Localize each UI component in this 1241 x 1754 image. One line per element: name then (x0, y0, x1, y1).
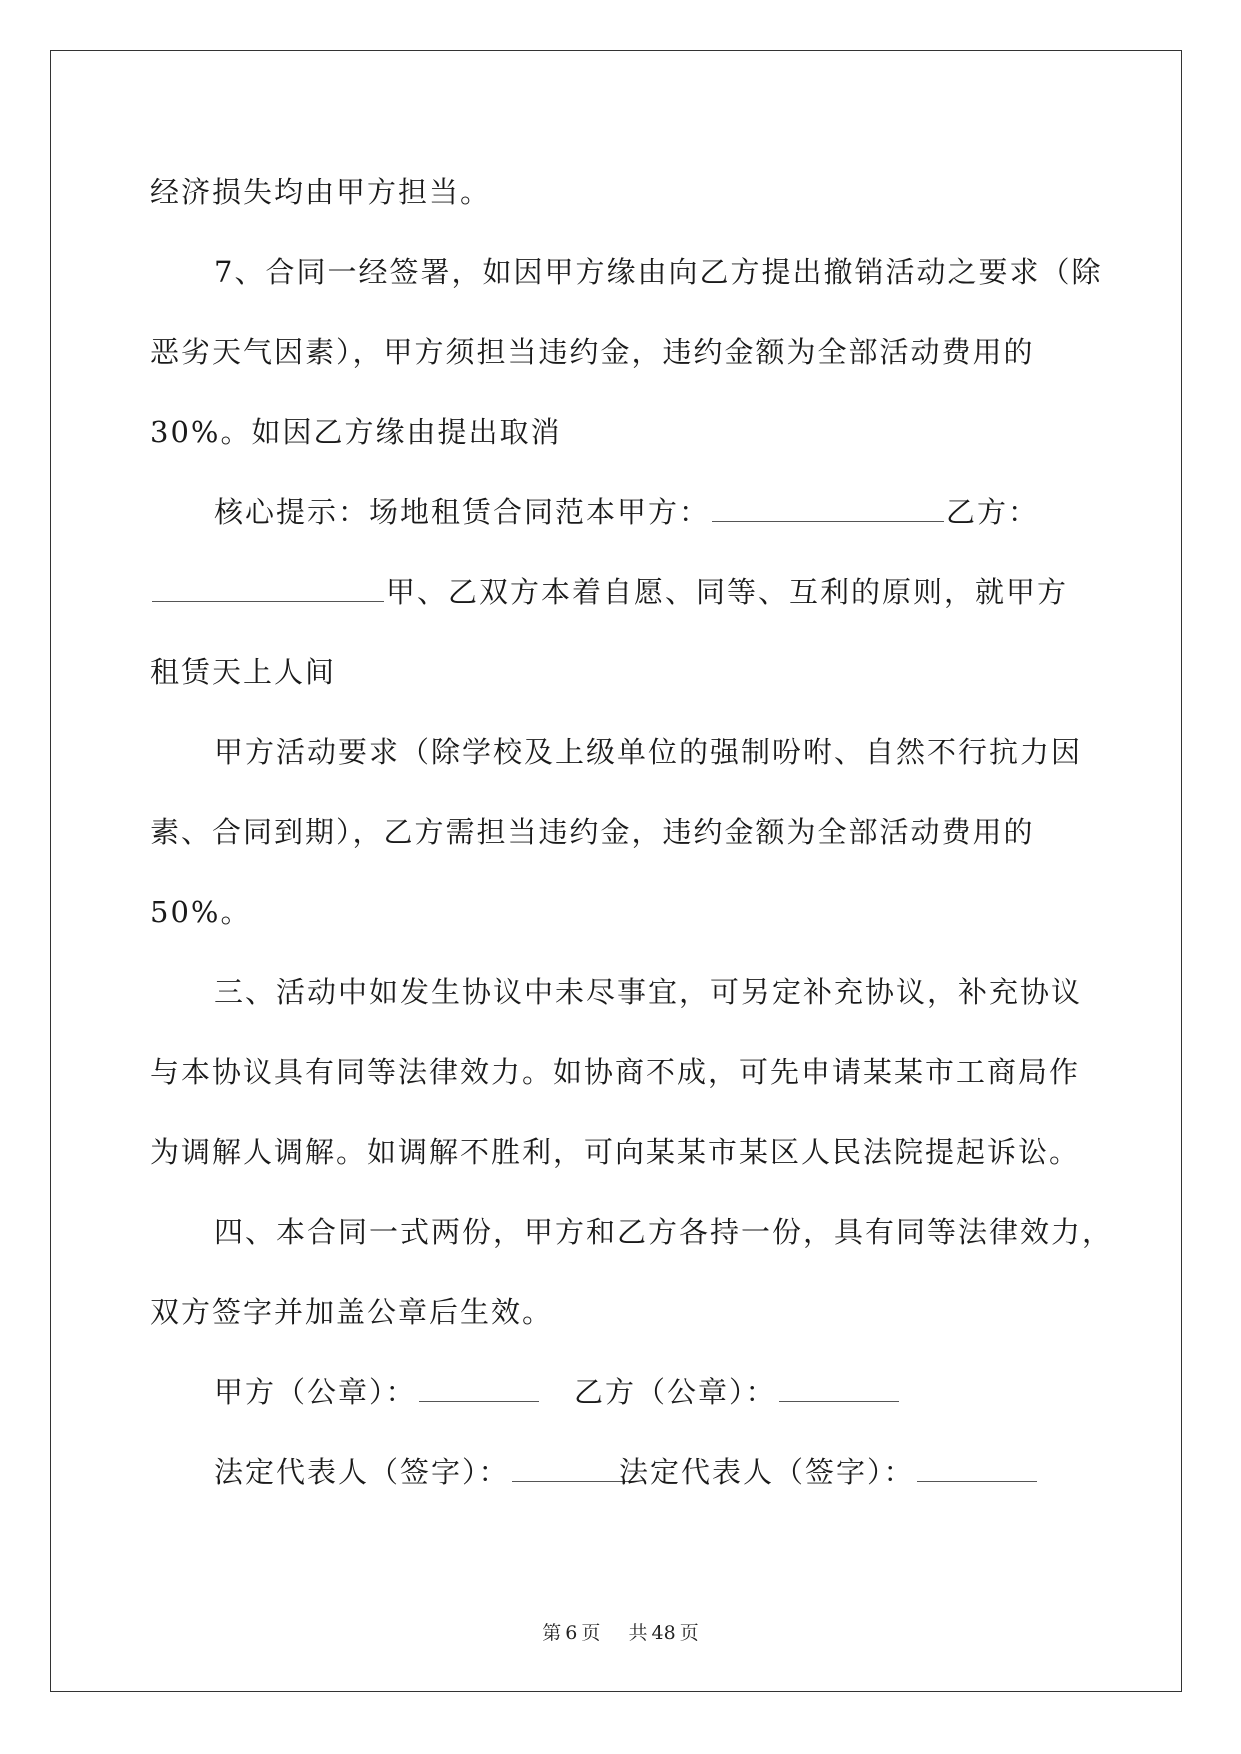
party-a-seal (214, 1352, 574, 1432)
paragraph-line: 经济损失均由甲方担当。 (150, 175, 492, 209)
paragraph-line: 恶劣天气因素），甲方须担当违约金，违约金额为全部活动费用的 (150, 335, 1035, 369)
party-b-seal (574, 1352, 901, 1432)
paragraph-line: 50%。 (150, 895, 252, 929)
paragraph-line: 与本协议具有同等法律效力。如协商不成，可先申请某某市工商局作 (150, 1055, 1081, 1089)
footer-page-number: 6 (565, 1622, 578, 1644)
paragraph-line: 素、合同到期），乙方需担当违约金，违约金额为全部活动费用的 (150, 815, 1035, 849)
paragraph-line: 甲方活动要求（除学校及上级单位的强制吩咐、自然不行抗力因 (214, 735, 1083, 769)
paragraph-line: 为调解人调解。如调解不胜利，可向某某市某区人民法院提起诉讼。 (150, 1135, 1081, 1169)
rep-a-blank (512, 1473, 632, 1482)
hint-line-3: 租赁天上人间 (150, 655, 337, 689)
hint-line (150, 472, 1090, 552)
paragraph-line: 三、活动中如发生协议中未尽事宜，可另定补充协议，补充协议 (214, 975, 1083, 1009)
party-a-blank (712, 513, 944, 522)
hint-line2-text: 甲、乙双方本着自愿、同等、互利的原则，就甲方 (386, 575, 1069, 609)
party-a-seal-blank (419, 1393, 539, 1402)
footer-total-prefix: 共 (628, 1622, 648, 1644)
representative-row (150, 1432, 1090, 1512)
party-a-seal-label: 甲方（公章）： (214, 1375, 417, 1409)
rep-b-blank (917, 1473, 1037, 1482)
rep-a (214, 1432, 619, 1512)
document-body (150, 152, 1114, 1512)
rep-a-label: 法定代表人（签字）： (214, 1455, 510, 1489)
rep-b-label: 法定代表人（签字）： (619, 1455, 915, 1489)
hint-label: 核心提示：场地租赁合同范本甲方： (214, 495, 711, 529)
footer-page-prefix: 第 (542, 1622, 562, 1644)
paragraph-line: 四、本合同一式两份，甲方和乙方各持一份，具有同等法律效力， (214, 1215, 1114, 1249)
party-b-seal-label: 乙方（公章）： (574, 1375, 777, 1409)
footer-total-suffix: 页 (679, 1622, 699, 1644)
page-footer (0, 1618, 1241, 1645)
party-b-blank (152, 593, 384, 602)
seal-row (150, 1352, 1090, 1432)
party-b-seal-blank (779, 1393, 899, 1402)
paragraph-line: 30%。如因乙方缘由提出取消 (150, 415, 562, 449)
footer-page-suffix: 页 (581, 1622, 601, 1644)
footer-total-pages: 48 (651, 1622, 676, 1644)
hint-line-2 (150, 552, 1090, 632)
paragraph-line: 双方签字并加盖公章后生效。 (150, 1295, 554, 1329)
hint-party-b: 乙方： (946, 495, 1040, 529)
rep-b (619, 1432, 1039, 1512)
paragraph-line: 7、合同一经签署，如因甲方缘由向乙方提出撤销活动之要求（除 (214, 255, 1103, 289)
